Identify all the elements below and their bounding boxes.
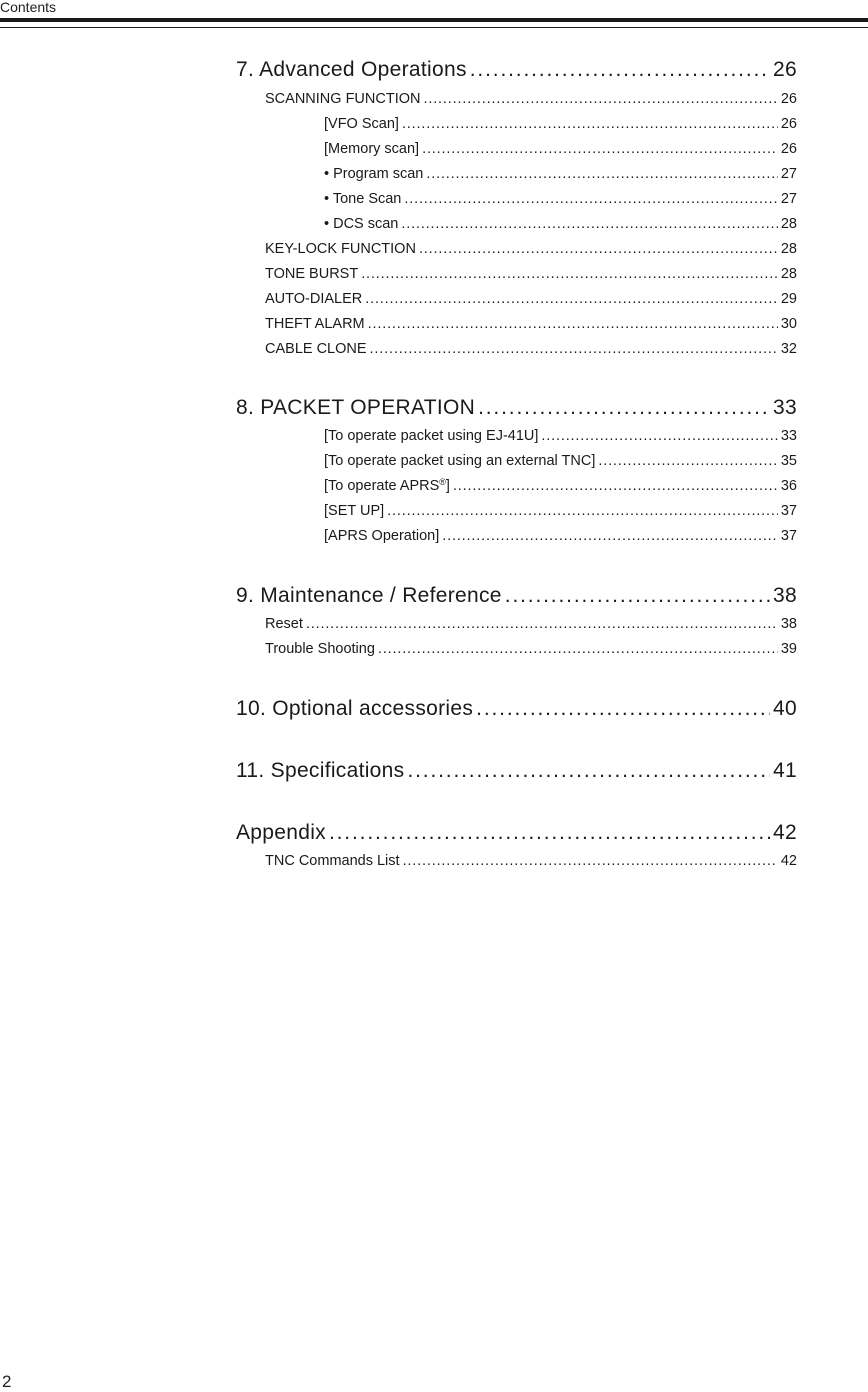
dot-leader (368, 316, 778, 333)
dot-leader (365, 291, 778, 308)
dot-leader (453, 478, 778, 495)
toc-entry-set-up[interactable] (324, 503, 797, 520)
toc-page-number: 26 (780, 141, 797, 157)
toc-page-number: 33 (780, 428, 797, 444)
dot-leader (419, 241, 778, 258)
toc-section-7[interactable] (236, 58, 797, 82)
toc-page-number: 38 (780, 616, 797, 632)
toc-entry-title: [Memory scan] (324, 141, 420, 157)
dot-leader (378, 641, 778, 658)
toc-entry-reset[interactable] (265, 616, 797, 633)
toc-entry-trouble-shooting[interactable] (265, 641, 797, 658)
toc-section-appendix[interactable] (236, 821, 797, 845)
toc-page-number: 40 (773, 697, 797, 720)
toc-page-number: 37 (780, 528, 797, 544)
toc-entry-tone-scan[interactable] (324, 191, 797, 208)
toc-section-title: 9. Maintenance / Reference (236, 584, 502, 607)
toc-entry-title-text: [To operate APRS (324, 478, 440, 494)
header-rule-thick (0, 18, 868, 22)
toc-entry-scanning-function[interactable] (265, 91, 797, 108)
toc-entry-memory-scan[interactable] (324, 141, 797, 158)
toc-entry-vfo-scan[interactable] (324, 116, 797, 133)
toc-page-number: 41 (773, 759, 797, 782)
toc-page-number: 28 (780, 266, 797, 282)
toc-entry-key-lock-function[interactable] (265, 241, 797, 258)
toc-page-number: 27 (780, 191, 797, 207)
dot-leader (407, 759, 770, 783)
toc-entry-packet-ej41u[interactable] (324, 428, 797, 445)
dot-leader (306, 616, 778, 633)
toc-page-number: 42 (780, 853, 797, 869)
header-title: Contents (0, 0, 57, 15)
toc-entry-title: • Tone Scan (324, 191, 402, 207)
toc-page-number: 35 (780, 453, 797, 469)
toc-page-number: 36 (780, 478, 797, 494)
toc-entry-auto-dialer[interactable] (265, 291, 797, 308)
toc-entry-title: • DCS scan (324, 216, 399, 232)
dot-leader (598, 453, 778, 470)
toc-entry-cable-clone[interactable] (265, 341, 797, 358)
registered-mark: ® (439, 478, 446, 487)
toc-page-number: 37 (780, 503, 797, 519)
toc-page-number: 38 (773, 584, 797, 607)
toc-entry-title: SCANNING FUNCTION (265, 91, 421, 107)
toc-entry-title: THEFT ALARM (265, 316, 365, 332)
toc-section-title: 11. Specifications (236, 759, 405, 782)
toc-page-number: 26 (773, 58, 797, 81)
dot-leader (404, 191, 777, 208)
toc-entry-tone-burst[interactable] (265, 266, 797, 283)
toc-entry-title: Reset (265, 616, 303, 632)
toc-section-8[interactable] (236, 396, 797, 420)
toc-entry-title (324, 478, 450, 495)
toc-page-number: 28 (780, 216, 797, 232)
toc-entry-packet-external-tnc[interactable] (324, 453, 797, 470)
toc-section-title: 7. Advanced Operations (236, 58, 467, 81)
toc-entry-tnc-commands-list[interactable] (265, 853, 797, 870)
dot-leader (476, 697, 770, 721)
dot-leader (387, 503, 778, 520)
toc-page-number: 27 (780, 166, 797, 182)
toc-page-number: 39 (780, 641, 797, 657)
dot-leader (470, 58, 770, 82)
toc-page-number: 26 (780, 91, 797, 107)
dot-leader (422, 141, 778, 158)
toc-entry-title: AUTO-DIALER (265, 291, 363, 307)
dot-leader (442, 528, 778, 545)
dot-leader (361, 266, 778, 283)
toc-entry-title: Trouble Shooting (265, 641, 375, 657)
toc-page-number: 26 (780, 116, 797, 132)
page-number: 2 (2, 1372, 12, 1391)
toc-section-11[interactable] (236, 759, 797, 783)
toc-section-10[interactable] (236, 697, 797, 721)
dot-leader (478, 396, 770, 420)
toc-entry-title: CABLE CLONE (265, 341, 367, 357)
toc-section-title: 10. Optional accessories (236, 697, 474, 720)
toc-entry-title: [To operate packet using an external TNC] (324, 453, 596, 469)
dot-leader (505, 584, 770, 608)
dot-leader (370, 341, 778, 358)
dot-leader (401, 216, 777, 233)
toc-entry-title: [APRS Operation] (324, 528, 440, 544)
toc-entry-aprs-operation[interactable] (324, 528, 797, 545)
toc-entry-title: TONE BURST (265, 266, 359, 282)
toc-entry-title: • Program scan (324, 166, 424, 182)
toc-entry-title: [VFO Scan] (324, 116, 399, 132)
toc-entry-operate-aprs[interactable] (324, 478, 797, 495)
toc-page-number: 32 (780, 341, 797, 357)
toc-entry-theft-alarm[interactable] (265, 316, 797, 333)
toc-page-number: 30 (780, 316, 797, 332)
toc-entry-program-scan[interactable] (324, 166, 797, 183)
dot-leader (426, 166, 777, 183)
toc-section-title: Appendix (236, 821, 326, 844)
dot-leader (423, 91, 777, 108)
toc-entry-title: [SET UP] (324, 503, 385, 519)
dot-leader (403, 853, 778, 870)
toc-page-number: 29 (780, 291, 797, 307)
toc-entry-title: KEY-LOCK FUNCTION (265, 241, 416, 257)
toc-entry-dcs-scan[interactable] (324, 216, 797, 233)
dot-leader (402, 116, 778, 133)
toc-section-title: 8. PACKET OPERATION (236, 396, 476, 419)
toc-page-number: 28 (780, 241, 797, 257)
toc-entry-title: [To operate packet using EJ-41U] (324, 428, 539, 444)
header-rule-thin (0, 27, 868, 28)
dot-leader (329, 821, 770, 845)
toc-entry-title: TNC Commands List (265, 853, 400, 869)
toc-page-number: 33 (773, 396, 797, 419)
toc-page-number: 42 (773, 821, 797, 844)
toc-entry-title-suffix: ] (445, 478, 450, 494)
toc-section-9[interactable] (236, 584, 797, 608)
dot-leader (541, 428, 777, 445)
